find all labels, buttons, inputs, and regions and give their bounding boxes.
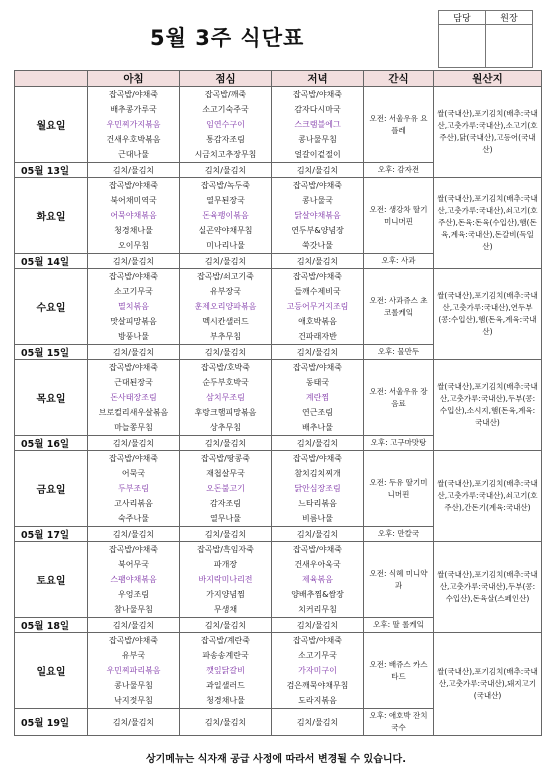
snack-pm: 오후: 딸 롤케잌 bbox=[364, 618, 434, 633]
day-label: 금요일 bbox=[15, 451, 88, 527]
dish-item: 훈제오리양파볶음 bbox=[194, 302, 257, 311]
dish-item: 근대나물 bbox=[118, 150, 149, 159]
dish-item: 검은깨묵야채무침 bbox=[286, 681, 349, 690]
snack-pm: 오후: 사과 bbox=[364, 254, 434, 269]
dish-item: 제육볶음 bbox=[302, 575, 333, 584]
dish-item: 감자조림 bbox=[210, 499, 241, 508]
breakfast-cell bbox=[88, 269, 180, 345]
dish-item: 소고기숙주국 bbox=[202, 105, 249, 114]
dinner-cell bbox=[272, 451, 364, 527]
breakfast-cell bbox=[88, 542, 180, 618]
footer-note: 상기메뉴는 식자재 공급 사정에 따라서 변경될 수 있습니다. bbox=[145, 754, 406, 765]
dish-item: 건새우아욱국 bbox=[294, 560, 341, 569]
kimchi-label: 김치/물김치 bbox=[204, 438, 247, 448]
kimchi-label: 김치/물김치 bbox=[112, 438, 155, 448]
lunch-cell bbox=[180, 360, 272, 436]
dish-item: 우민찌가지볶음 bbox=[106, 120, 161, 129]
snack-pm: 오후: 고구마맛탕 bbox=[364, 436, 434, 451]
kimchi-label: 김치/물김치 bbox=[296, 717, 339, 727]
day-label: 월요일 bbox=[15, 87, 88, 163]
date-label: 05월 19일 bbox=[15, 709, 88, 736]
kimchi-cell bbox=[180, 345, 272, 360]
snack-am: 오전: 서울우유 장음료 bbox=[364, 360, 434, 436]
dish-item: 오돈불고기 bbox=[206, 484, 245, 493]
day-label: 목요일 bbox=[15, 360, 88, 436]
snack-am: 오전: 배쥬스 카스타드 bbox=[364, 633, 434, 709]
approval-director-label: 원장 bbox=[486, 11, 533, 25]
dish-item: 참나물무침 bbox=[114, 605, 153, 614]
header-dinner: 저녁 bbox=[272, 71, 364, 87]
kimchi-label: 김치/물김치 bbox=[112, 717, 155, 727]
kimchi-cell bbox=[272, 618, 364, 633]
dish-item: 임연수구이 bbox=[206, 120, 245, 129]
dish-item: 멸치볶음 bbox=[118, 302, 149, 311]
day-row bbox=[15, 360, 542, 436]
dish-item: 치커리무침 bbox=[298, 605, 337, 614]
dish-item: 상추무침 bbox=[210, 423, 241, 432]
snack-pm: 오후: 만칼국 bbox=[364, 527, 434, 542]
header-row bbox=[15, 71, 542, 87]
origin-cell: 쌀(국내산),포기김치(배추:국내산,고춧가루:국내산),쇠고기(호주산),돈육:돈육(수입산),햄(돈육,계육:국내산),돈갈비(독일산) bbox=[434, 178, 542, 269]
dish-item: 고등어무거지조림 bbox=[286, 302, 349, 311]
dish-item: 잡곡밥/야채죽 bbox=[292, 545, 343, 554]
dish-item: 가자미구이 bbox=[298, 666, 337, 675]
dish-item: 잡곡밥/야채죽 bbox=[292, 90, 343, 99]
dish-item: 맛살피망볶음 bbox=[110, 317, 157, 326]
dish-item: 통감자조림 bbox=[206, 135, 245, 144]
breakfast-cell bbox=[88, 178, 180, 254]
kimchi-label: 김치/물김치 bbox=[204, 165, 247, 175]
dish-item: 잡곡밥/야채죽 bbox=[292, 363, 343, 372]
header-breakfast: 아침 bbox=[88, 71, 180, 87]
dish-item: 청경채나물 bbox=[206, 696, 245, 705]
snack-am: 오전: 서울우유 요플레 bbox=[364, 87, 434, 163]
kimchi-label: 김치/물김치 bbox=[296, 529, 339, 539]
snack-am: 오전: 생강차 딸기미니머핀 bbox=[364, 178, 434, 254]
kimchi-label: 김치/물김치 bbox=[112, 347, 155, 357]
dish-item: 방풍나물 bbox=[118, 332, 149, 341]
snack-am: 오전: 두유 딸기미니머핀 bbox=[364, 451, 434, 527]
kimchi-cell bbox=[272, 527, 364, 542]
dish-item: 파개장 bbox=[213, 560, 238, 569]
origin-cell: 쌀(국내산),포기김치(배추:국내산,고춧가루:국내산),두부(콩:수입산),소시지,햄(돈육,계육:국내산) bbox=[434, 360, 542, 451]
dinner-cell bbox=[272, 360, 364, 436]
snack-am: 오전: 사과쥬스 초코롤케잌 bbox=[364, 269, 434, 345]
day-label: 토요일 bbox=[15, 542, 88, 618]
day-row bbox=[15, 451, 542, 527]
kimchi-label: 김치/물김치 bbox=[204, 347, 247, 357]
origin-cell: 쌀(국내산),포기김치(배추:국내산,고춧가루:국내산),소고기(호주산),닭(국내산),고등어(국내산) bbox=[434, 87, 542, 178]
lunch-cell bbox=[180, 178, 272, 254]
day-row bbox=[15, 633, 542, 709]
dish-item: 낙지젓무침 bbox=[114, 696, 153, 705]
dish-item: 느타리볶음 bbox=[298, 499, 337, 508]
dish-item: 유부국 bbox=[121, 651, 146, 660]
kimchi-cell bbox=[272, 254, 364, 269]
dish-item: 돈육팽이볶음 bbox=[202, 211, 249, 220]
dish-item: 시금치고추장무침 bbox=[194, 150, 257, 159]
dish-item: 잡곡밥/야채죽 bbox=[108, 636, 159, 645]
dish-item: 북어채미역국 bbox=[110, 196, 157, 205]
dish-item: 부추무침 bbox=[210, 332, 241, 341]
day-label: 수요일 bbox=[15, 269, 88, 345]
dish-item: 도라지볶음 bbox=[298, 696, 337, 705]
lunch-cell bbox=[180, 87, 272, 163]
dish-item: 우민찌파리볶음 bbox=[106, 666, 161, 675]
dish-item: 소고기무국 bbox=[298, 651, 337, 660]
date-label: 05월 14일 bbox=[15, 254, 88, 269]
dish-item: 잡곡밥/야채죽 bbox=[292, 181, 343, 190]
dish-item: 잡곡밥/계란죽 bbox=[200, 636, 251, 645]
dish-item: 어묵야채볶음 bbox=[110, 211, 157, 220]
dish-item: 잡곡밥/야채죽 bbox=[108, 363, 159, 372]
dish-item: 가지양념찜 bbox=[206, 590, 245, 599]
dish-item: 청경채나물 bbox=[114, 226, 153, 235]
meal-plan-table bbox=[14, 70, 542, 736]
kimchi-cell bbox=[88, 527, 180, 542]
header-snack: 간식 bbox=[364, 71, 434, 87]
dish-item: 콩나물무침 bbox=[298, 135, 337, 144]
dish-item: 순두부호박국 bbox=[202, 378, 249, 387]
dish-item: 잡곡밥/호박죽 bbox=[200, 363, 251, 372]
header-day bbox=[15, 71, 88, 87]
dish-item: 삼치무조림 bbox=[206, 393, 245, 402]
kimchi-cell bbox=[180, 527, 272, 542]
day-row bbox=[15, 269, 542, 345]
date-label: 05월 16일 bbox=[15, 436, 88, 451]
origin-cell: 쌀(국내산),포기김치(배추:국내산,고춧가루:국내산),연두부(콩:수입산),햄(돈육,계육:국내산) bbox=[434, 269, 542, 360]
date-label: 05월 13일 bbox=[15, 163, 88, 178]
dish-item: 재첩살무국 bbox=[206, 469, 245, 478]
dish-item: 과일샐러드 bbox=[206, 681, 245, 690]
snack-pm: 오후: 감자전 bbox=[364, 163, 434, 178]
breakfast-cell bbox=[88, 633, 180, 709]
origin-cell: 쌀(국내산),포기김치(배추:국내산,고춧가루:국내산),쇠고기(호주산),간돈기(계육:국내산) bbox=[434, 451, 542, 542]
kimchi-cell bbox=[272, 709, 364, 736]
origin-cell: 쌀(국내산),포기김치(배추:국내산,고춧가루:국내산),돼지고기(국내산) bbox=[434, 633, 542, 736]
kimchi-cell bbox=[88, 163, 180, 178]
dish-item: 들깨수제비국 bbox=[294, 287, 341, 296]
dish-item: 건파래자반 bbox=[298, 332, 337, 341]
dish-item: 스크램블에그 bbox=[294, 120, 341, 129]
dish-item: 브로컬리새우살볶음 bbox=[98, 408, 169, 417]
dinner-cell bbox=[272, 542, 364, 618]
breakfast-cell bbox=[88, 451, 180, 527]
lunch-cell bbox=[180, 269, 272, 345]
day-row bbox=[15, 542, 542, 618]
dish-item: 돈사태장조림 bbox=[110, 393, 157, 402]
approval-director-sign[interactable] bbox=[486, 25, 533, 68]
dish-item: 후랑크햄피망볶음 bbox=[194, 408, 257, 417]
dish-item: 어묵국 bbox=[121, 469, 146, 478]
kimchi-cell bbox=[180, 709, 272, 736]
dish-item: 실곤약야채무침 bbox=[198, 226, 253, 235]
kimchi-label: 김치/물김치 bbox=[204, 620, 247, 630]
dish-item: 동태국 bbox=[305, 378, 330, 387]
origin-cell: 쌀(국내산),포기김치(배추:국내산,고춧가루:국내산),두부(콩:수입산),돈육살(스페인산) bbox=[434, 542, 542, 633]
dish-item: 잡곡밥/야채죽 bbox=[292, 272, 343, 281]
dish-item: 근대된장국 bbox=[114, 378, 153, 387]
kimchi-cell bbox=[272, 163, 364, 178]
dish-item: 배추나물 bbox=[302, 423, 333, 432]
kimchi-label: 김치/물김치 bbox=[296, 438, 339, 448]
dish-item: 얼갈이겉절이 bbox=[294, 150, 341, 159]
kimchi-cell bbox=[272, 345, 364, 360]
dish-item: 잡곡밥/야채죽 bbox=[108, 272, 159, 281]
dish-item: 닭안심장조림 bbox=[294, 484, 341, 493]
dish-item: 콩나물국 bbox=[302, 196, 333, 205]
kimchi-label: 김치/물김치 bbox=[296, 620, 339, 630]
dish-item: 우엉조림 bbox=[118, 590, 149, 599]
kimchi-cell bbox=[180, 163, 272, 178]
dish-item: 미나리나물 bbox=[206, 241, 245, 250]
kimchi-label: 김치/물김치 bbox=[204, 256, 247, 266]
kimchi-label: 김치/물김치 bbox=[296, 347, 339, 357]
dish-item: 잡곡밥/녹두죽 bbox=[200, 181, 251, 190]
kimchi-label: 김치/물김치 bbox=[296, 256, 339, 266]
approval-staff-label: 담당 bbox=[439, 11, 486, 25]
dish-item: 잡곡밥/쇠고기죽 bbox=[197, 272, 254, 281]
dish-item: 애호박볶음 bbox=[298, 317, 337, 326]
dish-item: 닭살야채볶음 bbox=[294, 211, 341, 220]
kimchi-label: 김치/물김치 bbox=[204, 717, 247, 727]
dish-item: 잡곡밥/야채죽 bbox=[108, 90, 159, 99]
day-row bbox=[15, 178, 542, 254]
dish-item: 잡곡밥/야채죽 bbox=[108, 545, 159, 554]
dish-item: 잡곡밥/야채죽 bbox=[108, 181, 159, 190]
kimchi-cell bbox=[88, 436, 180, 451]
dinner-cell bbox=[272, 178, 364, 254]
kimchi-cell bbox=[88, 254, 180, 269]
breakfast-cell bbox=[88, 87, 180, 163]
dish-item: 비름나물 bbox=[302, 514, 333, 523]
breakfast-cell bbox=[88, 360, 180, 436]
approval-box bbox=[438, 10, 533, 68]
lunch-cell bbox=[180, 633, 272, 709]
snack-am: 오전: 식혜 미니약과 bbox=[364, 542, 434, 618]
kimchi-cell bbox=[88, 618, 180, 633]
dish-item: 스팸야채볶음 bbox=[110, 575, 157, 584]
dish-item: 계란찜 bbox=[305, 393, 330, 402]
day-label: 화요일 bbox=[15, 178, 88, 254]
dish-item: 잡곡밥/야채죽 bbox=[292, 454, 343, 463]
dish-item: 무생채 bbox=[213, 605, 238, 614]
dish-item: 배추콩가루국 bbox=[110, 105, 157, 114]
kimchi-label: 김치/물김치 bbox=[112, 256, 155, 266]
dish-item: 잡곡밥/야채죽 bbox=[108, 454, 159, 463]
day-label: 일요일 bbox=[15, 633, 88, 709]
dish-item: 잡곡밥/땅콩죽 bbox=[200, 454, 251, 463]
kimchi-label: 김치/물김치 bbox=[112, 165, 155, 175]
date-label: 05월 17일 bbox=[15, 527, 88, 542]
page-title: 5월 3주 식단표 bbox=[150, 26, 305, 50]
kimchi-cell bbox=[88, 709, 180, 736]
dish-item: 두부조림 bbox=[118, 484, 149, 493]
header-lunch: 점심 bbox=[180, 71, 272, 87]
dish-item: 소고기무국 bbox=[114, 287, 153, 296]
day-row bbox=[15, 87, 542, 163]
snack-pm: 오후: 물만두 bbox=[364, 345, 434, 360]
dish-item: 숙주나물 bbox=[118, 514, 149, 523]
dish-item: 잡곡밥/야채죽 bbox=[292, 636, 343, 645]
approval-staff-sign[interactable] bbox=[439, 25, 486, 68]
dish-item: 바지락미나리전 bbox=[198, 575, 253, 584]
kimchi-cell bbox=[180, 618, 272, 633]
dish-item: 감자다시마국 bbox=[294, 105, 341, 114]
dish-item: 양배추찜&쌈장 bbox=[291, 590, 344, 599]
snack-pm: 오후: 애호박 잔치국수 bbox=[364, 709, 434, 736]
dish-item: 연근조림 bbox=[302, 408, 333, 417]
kimchi-label: 김치/물김치 bbox=[296, 165, 339, 175]
dish-item: 열무된장국 bbox=[206, 196, 245, 205]
dish-item: 멕시칸샐러드 bbox=[202, 317, 249, 326]
kimchi-label: 김치/물김치 bbox=[112, 620, 155, 630]
kimchi-cell bbox=[180, 436, 272, 451]
kimchi-label: 김치/물김치 bbox=[112, 529, 155, 539]
dish-item: 연두부&양념장 bbox=[291, 226, 344, 235]
date-label: 05월 18일 bbox=[15, 618, 88, 633]
lunch-cell bbox=[180, 451, 272, 527]
dish-item: 참치김치찌개 bbox=[294, 469, 341, 478]
date-label: 05월 15일 bbox=[15, 345, 88, 360]
dish-item: 유부장국 bbox=[210, 287, 241, 296]
dish-item: 건새우호박볶음 bbox=[106, 135, 161, 144]
lunch-cell bbox=[180, 542, 272, 618]
header-origin: 원산지 bbox=[434, 71, 542, 87]
dish-item: 오이무침 bbox=[118, 241, 149, 250]
dish-item: 열무나물 bbox=[210, 514, 241, 523]
kimchi-cell bbox=[180, 254, 272, 269]
dish-item: 콩나물무침 bbox=[114, 681, 153, 690]
kimchi-cell bbox=[88, 345, 180, 360]
dish-item: 고사리볶음 bbox=[114, 499, 153, 508]
dish-item: 잡곡밥/흑임자죽 bbox=[197, 545, 254, 554]
dinner-cell bbox=[272, 269, 364, 345]
dish-item: 잡곡밥/깨죽 bbox=[204, 90, 247, 99]
kimchi-label: 김치/물김치 bbox=[204, 529, 247, 539]
dish-item: 쑥갓나물 bbox=[302, 241, 333, 250]
kimchi-cell bbox=[272, 436, 364, 451]
dinner-cell bbox=[272, 633, 364, 709]
dish-item: 파송송계란국 bbox=[202, 651, 249, 660]
dish-item: 깻잎닭갈비 bbox=[206, 666, 245, 675]
dinner-cell bbox=[272, 87, 364, 163]
dish-item: 북어무국 bbox=[118, 560, 149, 569]
dish-item: 마늘쫑무침 bbox=[114, 423, 153, 432]
